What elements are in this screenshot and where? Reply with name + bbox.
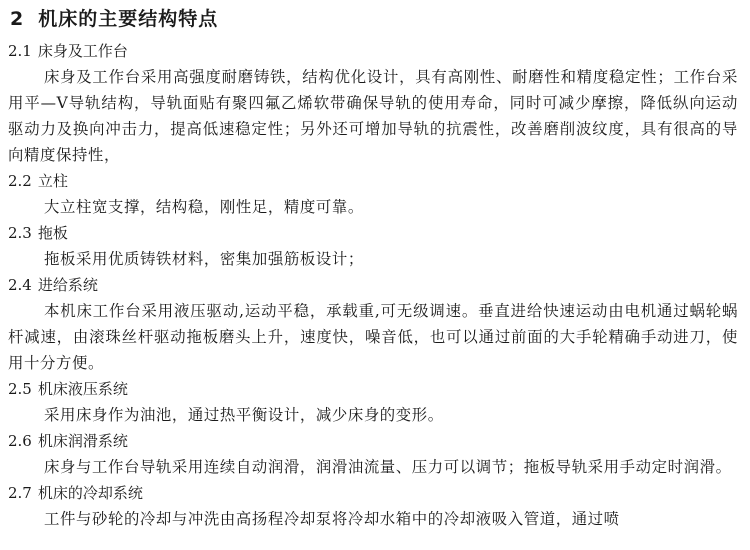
section-body: 床身及工作台采用高强度耐磨铸铁，结构优化设计，具有高刚性、耐磨性和精度稳定性；工作台采用平—V导轨结构，导轨面贴有聚四氟乙烯软带确保导轨的使用寿命，同时可减少摩擦，降低纵向运动驱动力及换向冲击力，提高低速稳定性；另外还可增加导轨的抗震性，改善磨削波纹度，具有很高的导向精度保持性， (8, 68, 738, 164)
section-heading (8, 272, 738, 298)
section-heading (8, 38, 738, 64)
section-heading (8, 480, 738, 506)
section-2-5 (8, 376, 738, 428)
section-body: 工件与砂轮的冷却与冲洗由高扬程冷却泵将冷却水箱中的冷却液吸入管道，通过喷 (44, 510, 620, 528)
chapter-title-text: 机床的主要结构特点 (38, 8, 219, 30)
section-heading (8, 220, 738, 246)
section-number: 2.7 (8, 484, 32, 502)
section-title: 立柱 (37, 172, 68, 190)
section-2-6 (8, 428, 738, 480)
section-title: 进给系统 (37, 276, 98, 294)
section-number: 2.6 (8, 432, 32, 450)
section-2-1 (8, 38, 738, 168)
section-2-2 (8, 168, 738, 220)
section-2-7 (8, 480, 738, 532)
section-number: 2.2 (8, 172, 32, 190)
section-number: 2.4 (8, 276, 32, 294)
section-heading (8, 428, 738, 454)
chapter-number: 2 (10, 8, 25, 30)
section-body: 床身与工作台导轨采用连续自动润滑，润滑油流量、压力可以调节；拖板导轨采用手动定时润滑。 (44, 458, 732, 476)
section-number: 2.1 (8, 42, 32, 60)
section-body: 大立柱宽支撑，结构稳，刚性足，精度可靠。 (44, 198, 364, 216)
section-body: 本机床工作台采用液压驱动,运动平稳，承载重,可无级调速。垂直进给快速运动由电机通过蜗轮蜗杆减速，由滚珠丝杆驱动拖板磨头上升，速度快，噪音低，也可以通过前面的大手轮精确手动进刀，使用十分方便。 (8, 302, 738, 372)
section-body: 采用床身作为油池，通过热平衡设计，减少床身的变形。 (44, 406, 444, 424)
section-2-3 (8, 220, 738, 272)
section-number: 2.5 (8, 380, 32, 398)
chapter-title (8, 4, 738, 38)
section-heading (8, 168, 738, 194)
section-body: 拖板采用优质铸铁材料，密集加强筋板设计； (44, 250, 364, 268)
section-heading (8, 376, 738, 402)
section-title: 机床的冷却系统 (37, 484, 143, 502)
section-title: 床身及工作台 (37, 42, 128, 60)
section-2-4 (8, 272, 738, 376)
section-title: 机床润滑系统 (37, 432, 128, 450)
section-title: 机床液压系统 (37, 380, 128, 398)
section-title: 拖板 (37, 224, 68, 242)
section-number: 2.3 (8, 224, 32, 242)
